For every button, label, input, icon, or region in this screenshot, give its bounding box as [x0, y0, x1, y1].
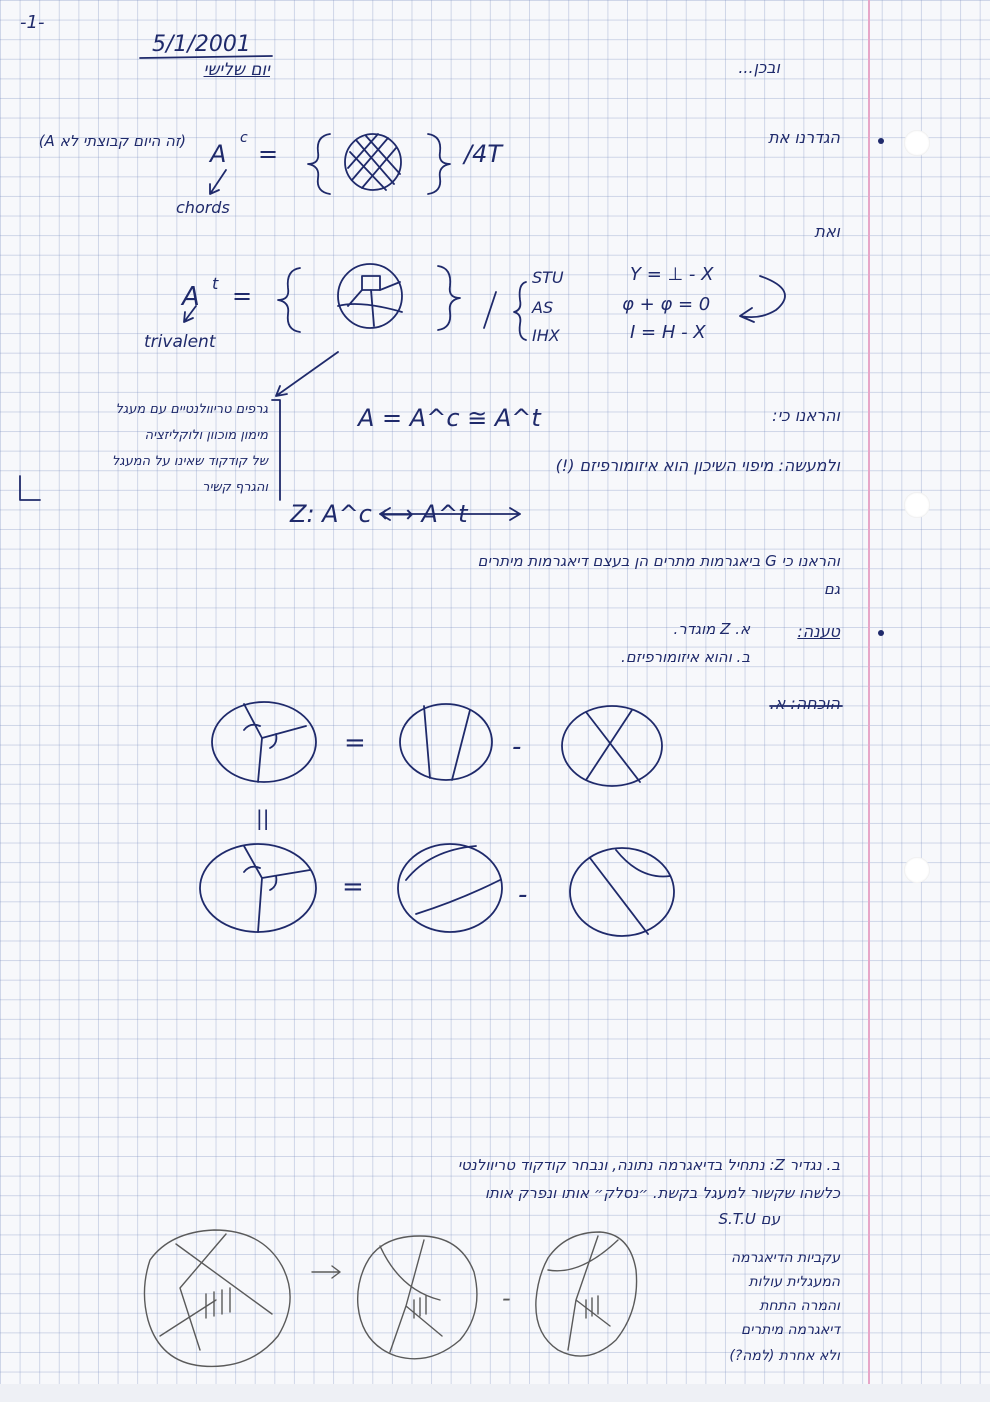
op-equals: =	[344, 728, 366, 758]
pencil-minus: -	[502, 1284, 511, 1312]
relation-as-rhs: φ + φ = 0	[622, 294, 711, 315]
quotient-slash	[484, 292, 496, 328]
relation-stu-rhs: Y = ⊥ - X	[630, 264, 714, 285]
diagram-trivalent-2	[200, 844, 316, 932]
date-underline	[140, 56, 272, 58]
bracket-note-line: גרפים טריוולנטיים עם מעגל	[115, 402, 268, 417]
intro-right-note: הגדרנו את	[768, 128, 840, 147]
claim-equation: A = A^c ≅ A^t	[358, 404, 541, 432]
brace-right	[438, 266, 460, 330]
header-hebrew: יום שלישי	[203, 60, 270, 80]
brace-right	[428, 134, 450, 194]
ac-symbol: A	[210, 140, 227, 168]
bracket-note-line: של קודקוד שאינו על המעגל	[111, 454, 268, 469]
claim-item-a: א. Z מוגדר.	[673, 620, 750, 638]
side-note-line: ולא אחרת (למה?)	[729, 1348, 840, 1364]
brace-left	[308, 134, 330, 194]
at-equals: =	[232, 282, 253, 310]
review-heading: ובכן...	[738, 58, 780, 77]
op-parallel: ||	[256, 806, 270, 830]
op-equals: =	[342, 872, 364, 902]
bracket-right	[272, 400, 280, 500]
at-symbol: A	[182, 282, 200, 312]
diagram-arc-chords-2	[570, 848, 674, 936]
bracket-note-line: מימון מוכוון ולוקליזציה	[144, 428, 268, 443]
and-label: ואת	[814, 222, 840, 241]
ac-equals: =	[258, 140, 279, 168]
trivalent-label: trivalent	[144, 332, 216, 352]
op-minus: -	[518, 880, 528, 910]
pencil-diagram-1	[144, 1230, 290, 1366]
hatched-circle-icon	[345, 134, 401, 190]
op-minus: -	[512, 732, 522, 762]
chords-arrow-icon	[210, 170, 226, 194]
chords-label: chords	[176, 198, 230, 217]
date: 5/1/2001	[152, 32, 251, 57]
diagram-parallel-chords	[400, 704, 492, 780]
bottom-line: כלשהו שקשור למעגל בקשת. ״נסלק״ אותו ונפרק אותו	[484, 1184, 840, 1202]
bottom-line: ב. נגדיר Z: נתחיל בדיאגרמה נתונה, ונבחר קודקוד טריוולנטי	[457, 1156, 840, 1174]
page-number: -1-	[20, 12, 45, 33]
map-line: Z: A^c ⟷ A^t	[290, 500, 468, 528]
page-bottom-edge	[0, 1384, 990, 1402]
relation-as-name: AS	[532, 298, 554, 317]
claim-label: טענה:	[797, 622, 840, 641]
diagram-trivalent-1	[212, 702, 316, 782]
trivalent-circle-icon	[338, 264, 402, 328]
ac-relation: /4T	[464, 140, 503, 168]
relation-ihx-name: IHX	[532, 326, 560, 345]
pencil-diagram-2	[358, 1236, 477, 1359]
bottom-line: עם S.T.U	[718, 1210, 780, 1228]
side-note-line: והמרה התחת	[759, 1298, 840, 1314]
proof-label: הוכחה: א.	[769, 694, 840, 713]
trivalent-arrow-icon	[184, 306, 196, 322]
diagram-arc-chords-1	[398, 844, 502, 932]
relation-ihx-rhs: I = H - X	[630, 322, 706, 343]
claim-item-b: ב. והוא איזומורפיזם.	[620, 648, 750, 666]
remark-line: ולמעשה: מיפוי השיכון הוא איזומורפיזם (!)	[555, 456, 840, 475]
intro-left-note: (זה היום קבוצתי לא A)	[38, 132, 186, 150]
relation-stu-name: STU	[532, 268, 564, 287]
at-superscript: t	[212, 274, 219, 293]
side-note-line: עקביות הדיאגרמה	[731, 1250, 840, 1266]
relations-brace	[514, 282, 526, 340]
diagram-crossing-chords	[562, 706, 662, 786]
claim-prefix: והראנו כי:	[772, 406, 840, 425]
curved-arrow-icon	[740, 276, 785, 322]
exercise-line: גם	[823, 580, 840, 598]
exercise-line: והראנו כי G ביאגרמות מתרים הן בעצם דיאגרמות מיתרים	[477, 552, 840, 570]
double-arrow-icon	[380, 508, 520, 520]
pencil-diagram-3	[536, 1232, 637, 1356]
side-note-line: המעגלית עולות	[748, 1274, 840, 1290]
side-note-line: דיאגרמה מיתרים	[740, 1322, 840, 1338]
bracket-left	[20, 476, 40, 500]
brace-left	[278, 268, 300, 332]
bracket-note-line: והגרף קשיר	[202, 480, 268, 495]
pencil-arrow-icon	[312, 1266, 340, 1278]
diagonal-arrow-icon	[276, 352, 338, 396]
ac-superscript: c	[240, 130, 248, 146]
